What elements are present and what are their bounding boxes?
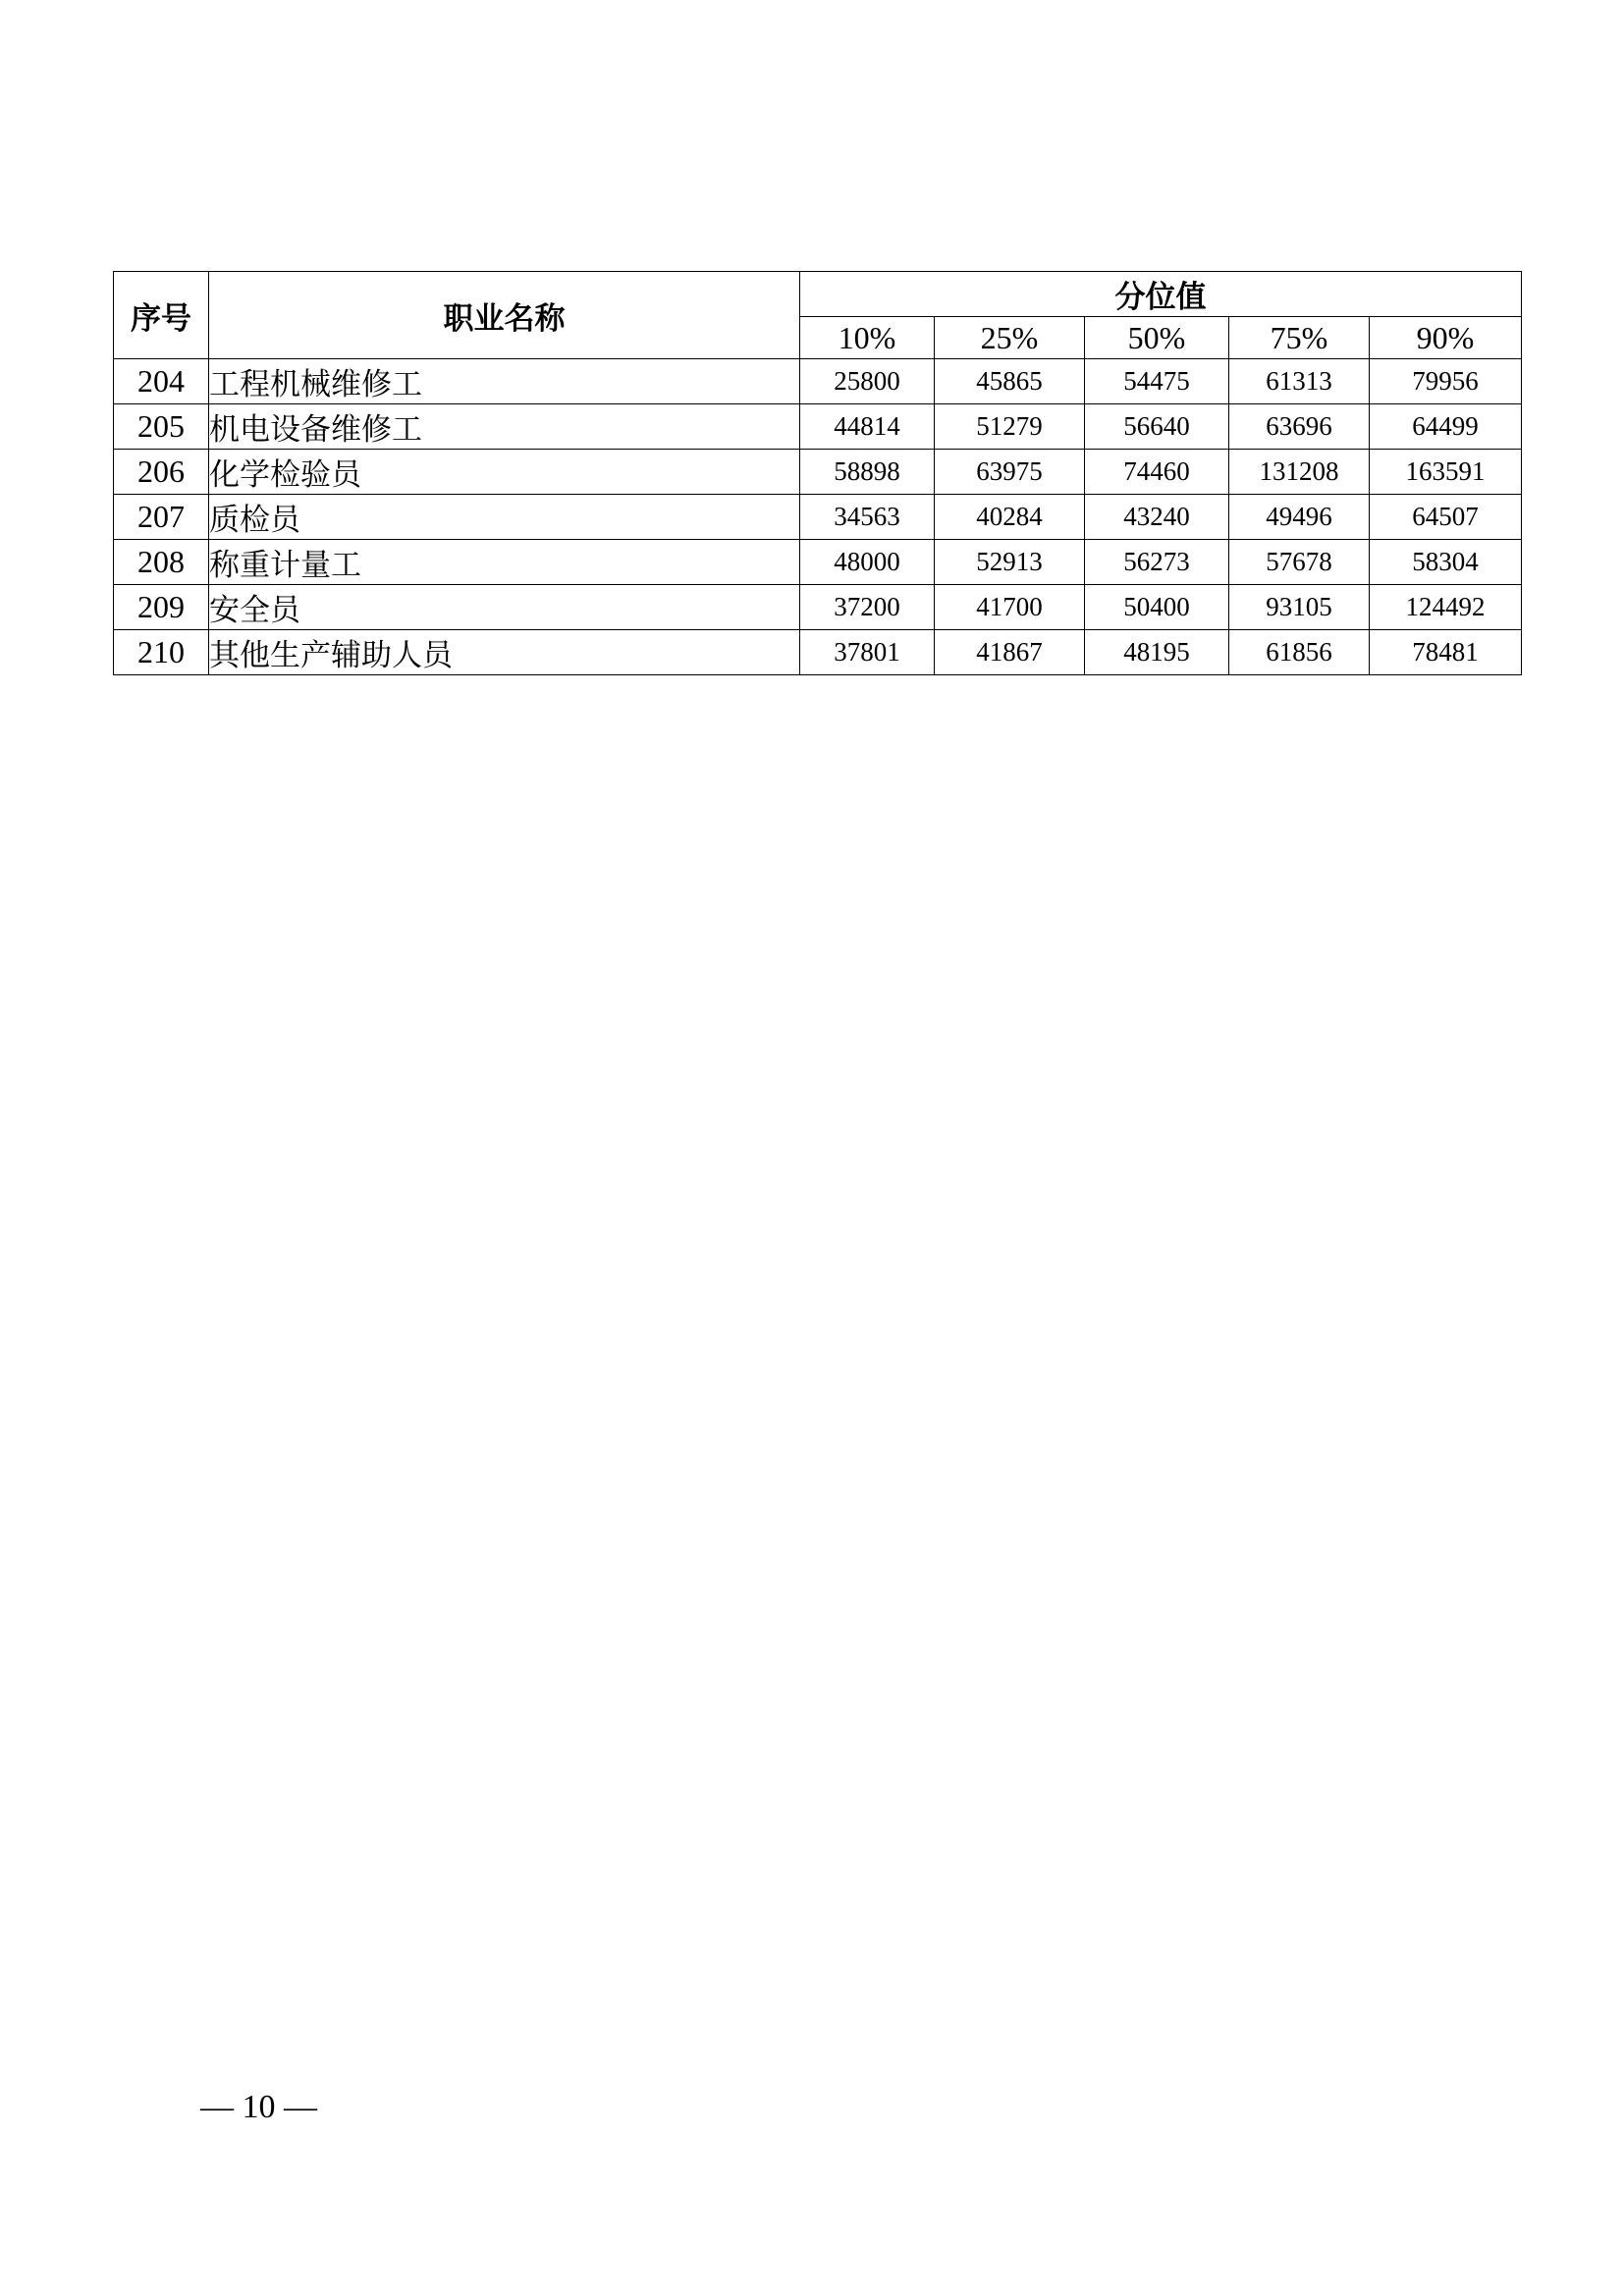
row-p75: 49496 [1229,495,1370,540]
row-p75: 93105 [1229,585,1370,630]
row-p25: 40284 [935,495,1085,540]
page-number: — 10 — [200,2089,317,2125]
row-seq: 205 [114,404,209,450]
row-p10: 25800 [800,359,935,404]
row-seq: 206 [114,450,209,495]
row-p10: 37200 [800,585,935,630]
row-p90: 78481 [1370,630,1522,675]
header-p75: 75% [1229,317,1370,359]
row-p10: 48000 [800,540,935,585]
header-p10: 10% [800,317,935,359]
row-occupation: 化学检验员 [209,450,800,495]
row-p10: 37801 [800,630,935,675]
row-p50: 74460 [1085,450,1229,495]
table-row [114,630,1522,675]
row-p25: 45865 [935,359,1085,404]
header-p50: 50% [1085,317,1229,359]
row-seq: 204 [114,359,209,404]
row-p75: 63696 [1229,404,1370,450]
row-occupation: 称重计量工 [209,540,800,585]
row-p75: 61313 [1229,359,1370,404]
row-p50: 56640 [1085,404,1229,450]
header-row-1 [114,272,1522,317]
row-p50: 50400 [1085,585,1229,630]
row-occupation: 其他生产辅助人员 [209,630,800,675]
percentile-table [113,271,1522,675]
table-row [114,540,1522,585]
header-p25: 25% [935,317,1085,359]
row-seq: 210 [114,630,209,675]
table-row [114,359,1522,404]
row-p75: 61856 [1229,630,1370,675]
row-p25: 41700 [935,585,1085,630]
row-occupation: 安全员 [209,585,800,630]
row-p25: 63975 [935,450,1085,495]
row-p90: 64499 [1370,404,1522,450]
header-percentile-group: 分位值 [800,272,1522,317]
row-p90: 58304 [1370,540,1522,585]
row-p75: 131208 [1229,450,1370,495]
table-row [114,495,1522,540]
row-p25: 41867 [935,630,1085,675]
row-p50: 54475 [1085,359,1229,404]
row-p90: 79956 [1370,359,1522,404]
row-occupation: 工程机械维修工 [209,359,800,404]
row-seq: 208 [114,540,209,585]
table-row [114,404,1522,450]
row-seq: 207 [114,495,209,540]
header-p90: 90% [1370,317,1522,359]
table-row [114,585,1522,630]
row-p10: 58898 [800,450,935,495]
row-p50: 43240 [1085,495,1229,540]
row-p10: 44814 [800,404,935,450]
table-row [114,450,1522,495]
row-occupation: 机电设备维修工 [209,404,800,450]
row-p90: 124492 [1370,585,1522,630]
row-p90: 163591 [1370,450,1522,495]
row-seq: 209 [114,585,209,630]
row-p25: 52913 [935,540,1085,585]
row-p50: 48195 [1085,630,1229,675]
header-seq: 序号 [114,272,209,359]
row-p25: 51279 [935,404,1085,450]
row-p50: 56273 [1085,540,1229,585]
row-p10: 34563 [800,495,935,540]
header-occupation-name: 职业名称 [209,272,800,359]
row-occupation: 质检员 [209,495,800,540]
row-p75: 57678 [1229,540,1370,585]
row-p90: 64507 [1370,495,1522,540]
